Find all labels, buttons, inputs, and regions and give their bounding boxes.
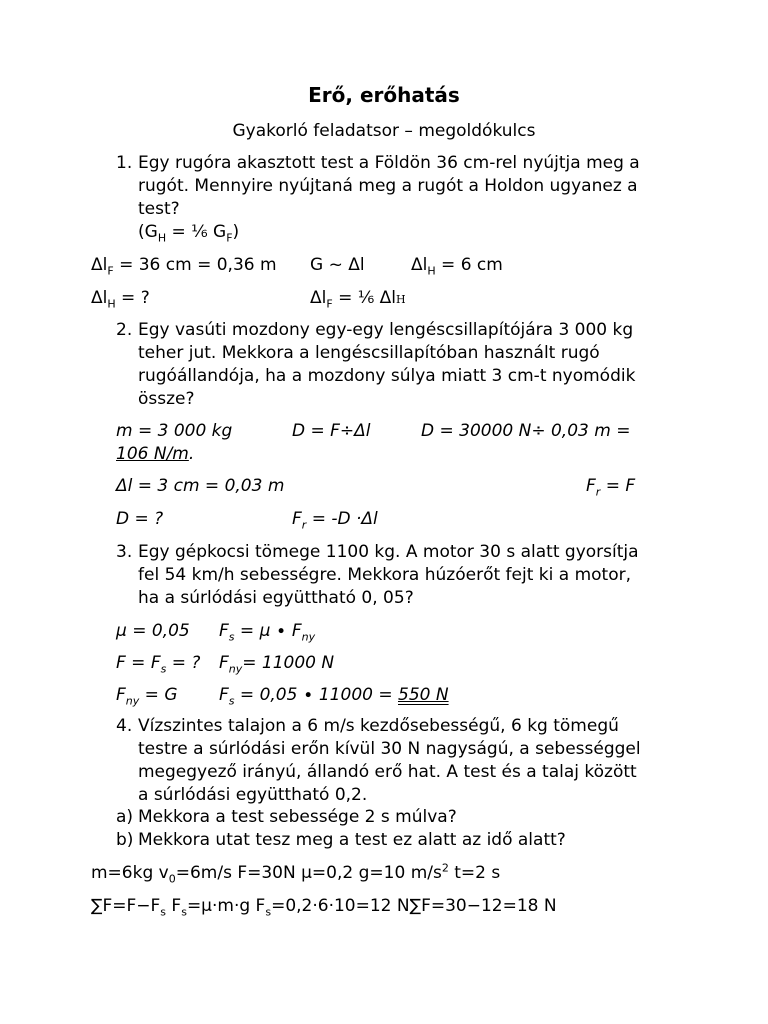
q3-normal-force: $F_{ny}= 11000$ N — [219, 653, 335, 676]
q1-result-dlh: $\Delta l_H = 6$ cm — [411, 255, 503, 278]
q1-number: 1. — [116, 153, 133, 173]
q3-mu: μ = 0,05 — [116, 621, 190, 641]
q2-d-result: 106 N/m. — [116, 444, 195, 464]
q1-unknown: $\Delta l_H$ = ? — [91, 288, 150, 311]
q2-displacement: Δl = 3 cm = 0,03 m — [116, 476, 285, 496]
q1-text-line1: Egy rugóra akasztott test a Földön 36 cm-rel nyújtja meg a — [138, 153, 640, 173]
q3-text-line3: ha a súrlódási együttható 0, 05? — [138, 588, 414, 608]
q4-subq-a-text: Mekkora a test sebessége 2 s múlva? — [138, 807, 457, 827]
q4-net-force-calc: $\sum F=F-F_s$ $F_s=\mu\cdot m\cdot g$ $F_s=0,2\cdot 6\cdot 10=12$ N∑F=30−12=18 N — [91, 896, 557, 919]
q3-text-line2: fel 54 km/h sebességre. Mekkora húzóerőt fejt ki a motor, — [138, 565, 631, 585]
q1-text-line3: test? — [138, 199, 180, 219]
q4-number: 4. — [116, 716, 133, 736]
q2-d-unknown: D = ? — [116, 509, 164, 529]
q1-proportion: G ~ Δl — [310, 255, 365, 275]
q1-hint: ($G_H$ = ⅙ $G_F$) — [138, 222, 240, 245]
q2-text-line4: össze? — [138, 389, 195, 409]
q2-text-line2: teher jut. Mekkora a lengéscsillapítóban használt rugó — [138, 343, 600, 363]
q4-subq-b-label: b) — [116, 830, 134, 850]
q3-friction-result: $F_s = 0,05 \cdot 11000 = 550$ N — [219, 685, 449, 708]
q4-text-line1: Vízszintes talajon a 6 m/s kezdősebességű, 6 kg tömegű — [138, 716, 619, 736]
q2-mass: m = 3 000 kg — [116, 421, 233, 441]
q4-text-line2: testre a súrlódási erőn kívül 30 N nagyságú, a sebességgel — [138, 739, 641, 759]
q4-text-line4: a súrlódási együttható 0,2. — [138, 785, 368, 805]
page-title: Erő, erőhatás — [308, 83, 460, 107]
q2-text-line3: rugóállandója, ha a mozdony súlya miatt 3 cm-t nyomódik — [138, 366, 636, 386]
q2-d-formula: D = F÷Δl — [292, 421, 371, 441]
q1-relation: $\Delta l_F$ = ⅙ ΔlH — [310, 288, 406, 311]
q2-text-line1: Egy vasúti mozdony egy-egy lengéscsillapítójára 3 000 kg — [138, 320, 634, 340]
q4-text-line3: megegyező irányú, állandó erő hat. A test és a talaj között — [138, 762, 637, 782]
q3-normal-equals-g: $F_{ny} = G$ — [116, 685, 178, 708]
q3-number: 3. — [116, 542, 133, 562]
q3-text-line1: Egy gépkocsi tömege 1100 kg. A motor 30 s alatt gyorsítja — [138, 542, 639, 562]
page-subtitle: Gyakorló feladatsor – megoldókulcs — [232, 121, 536, 141]
q2-d-calc: D = 30000 N÷ 0,03 m = — [421, 421, 631, 441]
q2-fr-equals-f: $F_r = F$ — [586, 476, 636, 499]
q1-given-dlf: $\Delta l_F = 36$ cm = 0,36 m — [91, 255, 277, 278]
q3-force-unknown: $F = F_s$ = ? — [116, 653, 201, 676]
q2-number: 2. — [116, 320, 133, 340]
q1-text-line2: rugót. Mennyire nyújtaná meg a rugót a Holdon ugyanez a — [138, 176, 638, 196]
q4-subq-b-text: Mekkora utat tesz meg a test ez alatt az idő alatt? — [138, 830, 566, 850]
q4-subq-a-label: a) — [116, 807, 134, 827]
q3-friction-formula: $F_s = \mu \cdot F_{ny}$ — [219, 621, 316, 644]
q2-hooke-law: $F_r = -D \cdot\Delta l$ — [292, 509, 378, 532]
q4-given-values: m=6kg $v_0=6m/s$ F=30N μ=0,2 g=10 $m/s^2$ t=2 s — [91, 861, 501, 886]
